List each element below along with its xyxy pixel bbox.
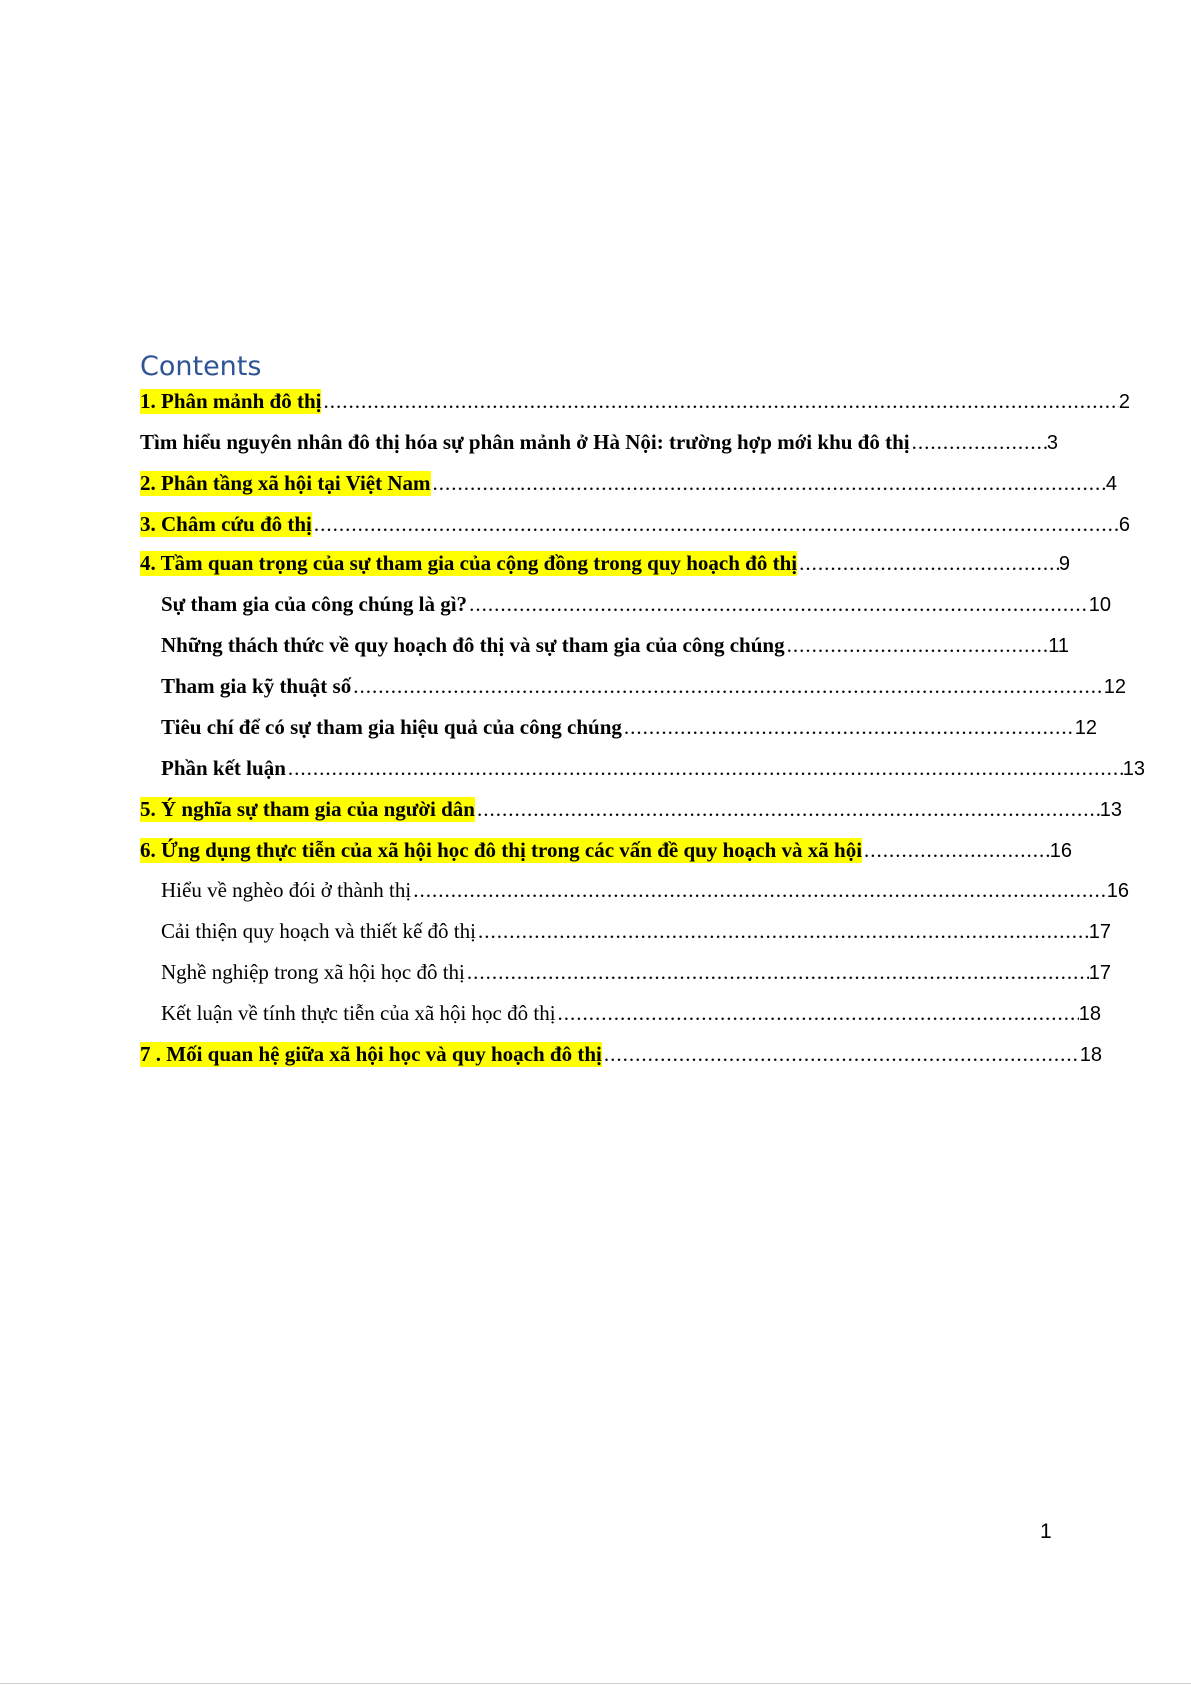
dot-leader: [602, 1042, 1080, 1067]
toc-entry[interactable]: [140, 430, 1058, 460]
dot-leader: [556, 1001, 1079, 1026]
toc-entry-page: 17: [1088, 962, 1111, 984]
dot-leader: [465, 960, 1089, 985]
toc-entry[interactable]: [140, 551, 1070, 581]
toc-entry-title: 2. Phân tầng xã hội tại Việt Nam: [140, 471, 431, 495]
toc-entry-page: 6: [1118, 514, 1130, 536]
dot-leader: [286, 756, 1123, 781]
toc-entry[interactable]: [161, 919, 1111, 949]
dot-leader: [622, 715, 1075, 740]
toc-entry[interactable]: [161, 756, 1145, 786]
toc-entry[interactable]: [161, 715, 1097, 745]
toc-entry-page: 16: [1106, 880, 1129, 902]
toc-entry-page: 3: [1046, 432, 1058, 454]
toc-entry-title: Nghề nghiệp trong xã hội học đô thị: [161, 960, 465, 984]
toc-entry[interactable]: [140, 389, 1130, 419]
toc-entry[interactable]: [161, 1001, 1101, 1031]
toc-entry-page: 4: [1105, 473, 1117, 495]
toc-entry-title: Hiểu về nghèo đói ở thành thị: [161, 878, 412, 902]
dot-leader: [476, 919, 1089, 944]
dot-leader: [785, 633, 1049, 658]
toc-entry[interactable]: [140, 471, 1117, 501]
toc-entry-page: 2: [1118, 391, 1130, 413]
toc-entry[interactable]: [161, 633, 1069, 663]
toc-entry-title: 7 . Mối quan hệ giữa xã hội học và quy hoạch đô thị: [140, 1042, 602, 1066]
toc-entry-page: 18: [1078, 1003, 1101, 1025]
dot-leader: [475, 797, 1100, 822]
dot-leader: [351, 674, 1104, 699]
toc-entry[interactable]: [161, 674, 1126, 704]
toc-entry-title: 4. Tầm quan trọng của sự tham gia của cộng đồng trong quy hoạch đô thị: [140, 551, 798, 575]
toc-entry-title: 3. Châm cứu đô thị: [140, 512, 312, 536]
dot-leader: [910, 430, 1047, 455]
toc-entry-title: 5. Ý nghĩa sự tham gia của người dân: [140, 797, 475, 821]
toc-entry-page: 17: [1088, 921, 1111, 943]
toc-entry-title: Cải thiện quy hoạch và thiết kế đô thị: [161, 919, 476, 943]
toc-entry-title: Tìm hiểu nguyên nhân đô thị hóa sự phân mảnh ở Hà Nội: trường hợp mới khu đô thị: [140, 430, 910, 454]
toc-entry-title: Kết luận về tính thực tiễn của xã hội học đô thị: [161, 1001, 556, 1025]
toc-entry[interactable]: [161, 878, 1129, 908]
toc-entry[interactable]: [140, 512, 1130, 542]
toc-entry-page: 12: [1074, 717, 1097, 739]
page-bottom-edge: [0, 1683, 1191, 1684]
toc-entry-title: Những thách thức về quy hoạch đô thị và sự tham gia của công chúng: [161, 633, 785, 657]
page-number: 1: [1040, 1520, 1052, 1543]
toc-entry-page: 13: [1099, 799, 1122, 821]
dot-leader: [411, 878, 1107, 903]
dot-leader: [797, 551, 1059, 576]
toc-entry-page: 13: [1122, 758, 1145, 780]
toc-entry[interactable]: [140, 838, 1072, 868]
toc-entry-page: 18: [1079, 1044, 1102, 1066]
dot-leader: [321, 389, 1118, 414]
toc-entry-title: Tham gia kỹ thuật số: [161, 674, 352, 698]
toc-entry[interactable]: [140, 1042, 1102, 1072]
toc-entry[interactable]: [140, 797, 1122, 827]
dot-leader: [467, 592, 1089, 617]
toc-entry[interactable]: [161, 960, 1111, 990]
dot-leader: [312, 512, 1119, 537]
toc-entry[interactable]: [161, 592, 1111, 622]
toc-entry-page: 10: [1088, 594, 1111, 616]
toc-entry-title: Tiêu chí để có sự tham gia hiệu quả của công chúng: [161, 715, 622, 739]
toc-entry-page: 12: [1103, 676, 1126, 698]
dot-leader: [431, 471, 1106, 496]
toc-entry-page: 16: [1049, 840, 1072, 862]
toc-entry-title: 6. Ứng dụng thực tiễn của xã hội học đô thị trong các vấn đề quy hoạch và xã hội: [140, 838, 863, 862]
dot-leader: [862, 838, 1050, 863]
toc-entry-title: Phần kết luận: [161, 756, 286, 780]
toc-heading: Contents: [140, 351, 262, 382]
toc-entry-title: Sự tham gia của công chúng là gì?: [161, 592, 468, 616]
toc-entry-page: 9: [1058, 553, 1070, 575]
toc-entry-page: 11: [1048, 635, 1069, 657]
toc-entry-title: 1. Phân mảnh đô thị: [140, 389, 322, 413]
